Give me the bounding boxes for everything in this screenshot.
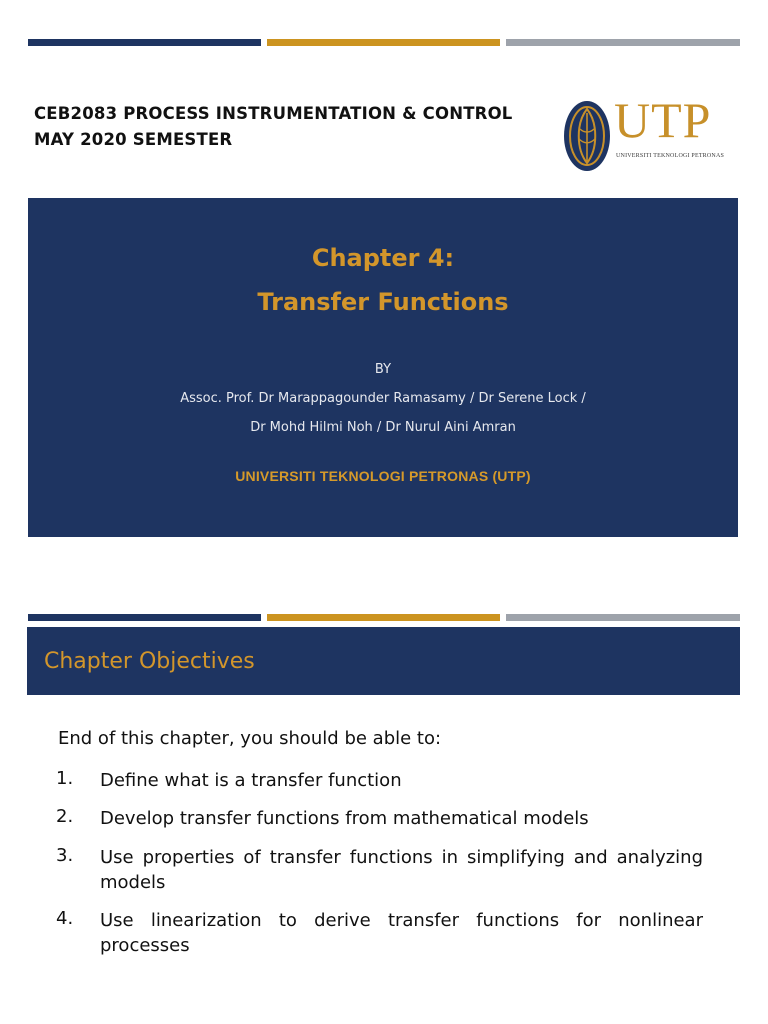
objective-number: 2. bbox=[56, 806, 74, 827]
course-title bbox=[34, 101, 513, 153]
objective-text: Use linearization to derive transfer functions for nonlinear processes bbox=[100, 910, 703, 956]
authors-line-1: Assoc. Prof. Dr Marappagounder Ramasamy / Dr Serene Lock / bbox=[180, 391, 586, 406]
objectives-header bbox=[27, 627, 740, 695]
objective-number: 1. bbox=[56, 768, 74, 789]
authors-line-2: Dr Mohd Hilmi Noh / Dr Nurul Aini Amran bbox=[250, 420, 516, 435]
objective-number: 4. bbox=[56, 908, 74, 929]
utp-logo bbox=[560, 92, 730, 175]
objective-text: Develop transfer functions from mathematical models bbox=[100, 808, 589, 829]
utp-emblem-icon bbox=[562, 99, 612, 173]
objective-text: Use properties of transfer functions in simplifying and analyzing models bbox=[100, 847, 703, 893]
top-stripe-gold bbox=[267, 39, 500, 46]
second-stripe-gold bbox=[267, 614, 500, 621]
second-stripe-navy bbox=[28, 614, 261, 621]
utp-logo-text: UTP bbox=[614, 92, 712, 148]
chapter-number: Chapter 4: bbox=[311, 244, 455, 272]
university-name: UNIVERSITI TEKNOLOGI PETRONAS (UTP) bbox=[235, 468, 531, 484]
objective-text: Define what is a transfer function bbox=[100, 770, 402, 791]
objectives-title: Chapter Objectives bbox=[44, 649, 255, 674]
second-stripe-grey bbox=[506, 614, 740, 621]
title-panel bbox=[28, 198, 738, 537]
by-label: BY bbox=[374, 362, 392, 377]
objective-number: 3. bbox=[56, 845, 74, 866]
utp-logo-subtitle: UNIVERSITI TEKNOLOGI PETRONAS bbox=[616, 153, 725, 159]
objectives-intro: End of this chapter, you should be able to: bbox=[58, 728, 442, 749]
course-code: CEB2083 PROCESS INSTRUMENTATION & CONTROL bbox=[34, 104, 513, 123]
chapter-title: Transfer Functions bbox=[257, 288, 509, 316]
top-stripe-grey bbox=[506, 39, 740, 46]
semester: MAY 2020 SEMESTER bbox=[34, 130, 233, 149]
top-stripe-navy bbox=[28, 39, 261, 46]
